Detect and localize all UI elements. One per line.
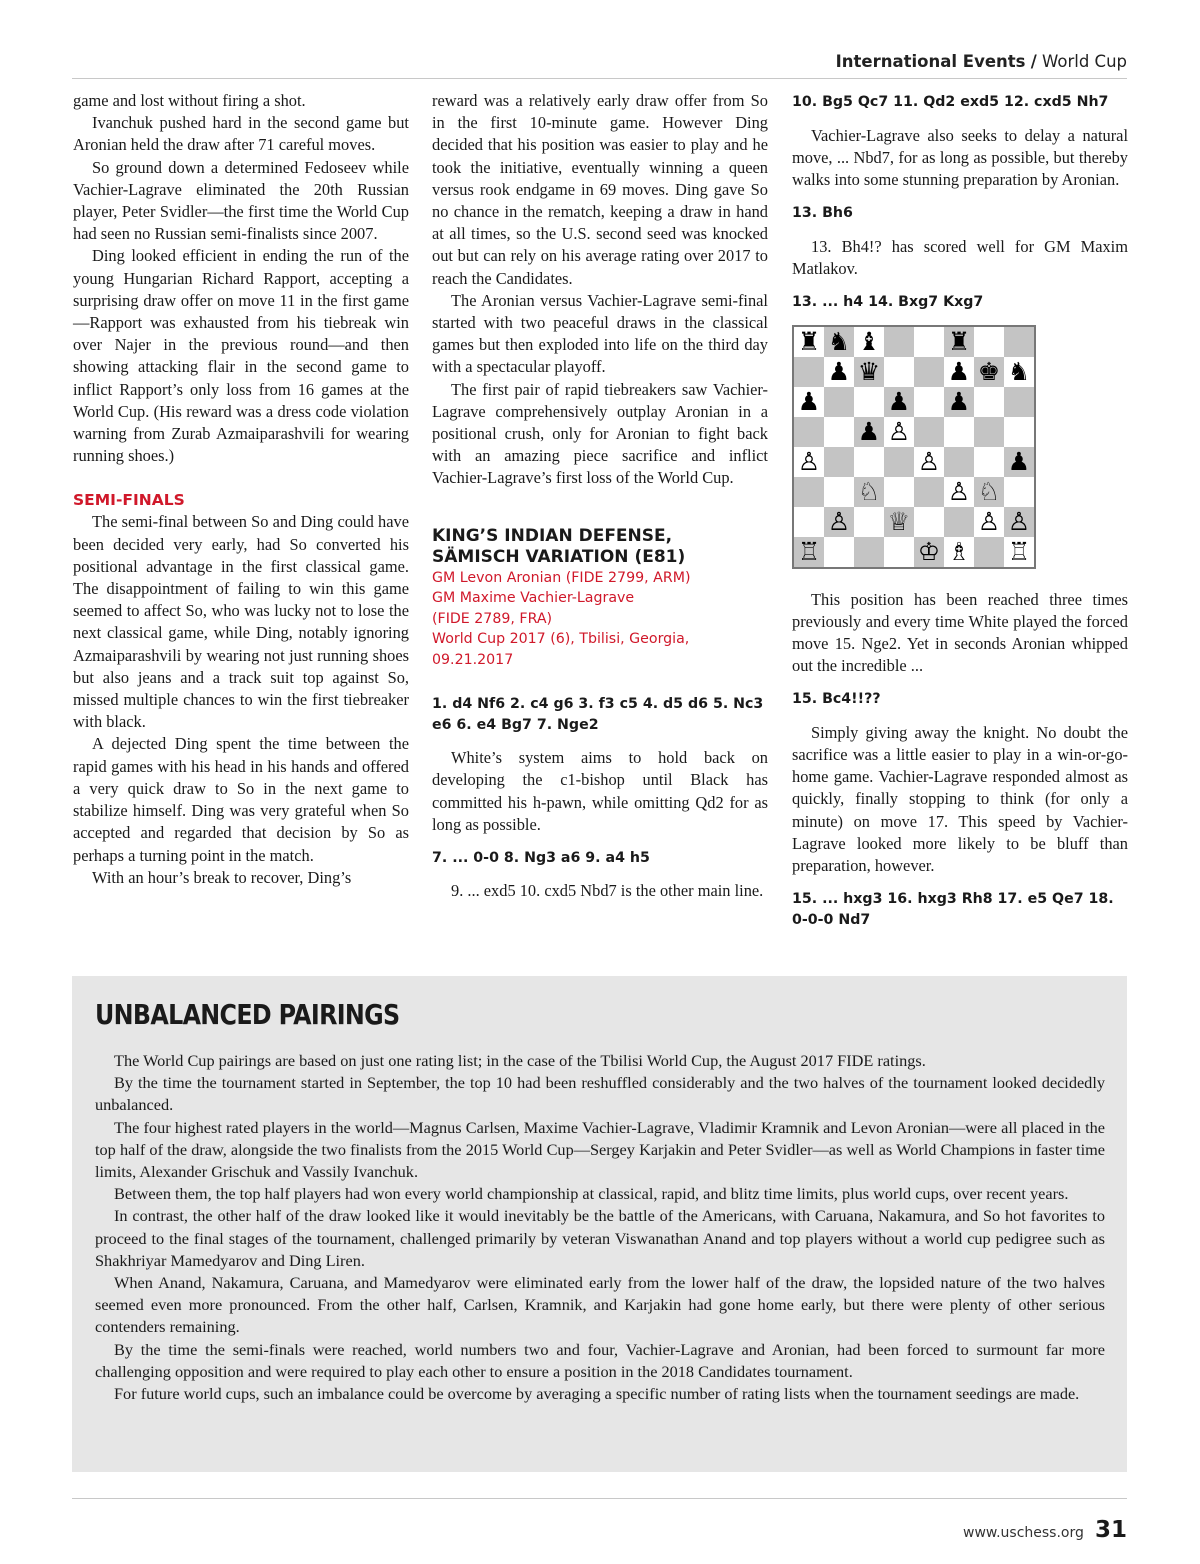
board-square-e6 (914, 387, 944, 417)
board-square-h8 (1004, 327, 1034, 357)
board-square-f2 (944, 507, 974, 537)
board-square-h6 (1004, 387, 1034, 417)
sidebar-title: UNBALANCED PAIRINGS (95, 998, 400, 1031)
chess-piece-icon: ♝ (857, 327, 881, 357)
game-title (432, 526, 768, 568)
paragraph: reward was a relatively early draw offer from So in the first 10-minute game. However Ding decided that his position was easier to play and he took the initiative, eventually winning a queen versus rook endgame in 69 moves. Ding gave So no chance in the rematch, keeping a draw in hand at all times, so the U.S. second seed was knocked out but can rely on his average rating over 2017 to reach the Candidates. (432, 91, 768, 288)
paragraph: game and lost without firing a shot. (73, 91, 306, 110)
chess-piece-icon: ♟ (857, 417, 881, 447)
board-square-h5 (1004, 417, 1034, 447)
board-square-c1 (854, 537, 884, 567)
board-square-h4 (1004, 447, 1034, 477)
paragraph: This position has been reached three times previously and every time White played the forced move 15. Nge2. Yet in seconds Aronian whipped out the incredible ... (792, 589, 1128, 676)
board-square-a6 (794, 387, 824, 417)
chess-piece-icon: ♟ (1007, 447, 1031, 477)
game-moves: 15. ... hxg3 16. hxg3 Rh8 17. e5 Qe7 18. 0-0-0 Nd7 (792, 891, 1114, 928)
board-square-f5 (944, 417, 974, 447)
chess-piece-icon: ♗ (947, 537, 971, 567)
board-square-f7 (944, 357, 974, 387)
board-square-d7 (884, 357, 914, 387)
chess-piece-icon: ♟ (887, 387, 911, 417)
board-square-f8 (944, 327, 974, 357)
board-square-c5 (854, 417, 884, 447)
chess-piece-icon: ♘ (857, 477, 881, 507)
board-square-c4 (854, 447, 884, 477)
chess-piece-icon: ♖ (1007, 537, 1031, 567)
game-info (432, 568, 768, 671)
semi-finals-heading: SEMI-FINALS (73, 491, 185, 510)
board-square-g2 (974, 507, 1004, 537)
game-title-line: KING’S INDIAN DEFENSE, (432, 525, 673, 546)
chess-piece-icon: ♕ (887, 507, 911, 537)
board-square-g1 (974, 537, 1004, 567)
board-square-b4 (824, 447, 854, 477)
board-square-c6 (854, 387, 884, 417)
black-player: GM Maxime Vachier-Lagrave (432, 590, 635, 607)
chess-piece-icon: ♙ (827, 507, 851, 537)
sidebar-paragraph: By the time the tournament started in September, the top 10 had been reshuffled considerably and the two halves of the tournament looked decidedly unbalanced. (95, 1073, 1105, 1115)
paragraph: 9. ... exd5 10. cxd5 Nbd7 is the other main line. (451, 881, 764, 901)
board-square-g7 (974, 357, 1004, 387)
sidebar-paragraph: By the time the semi-finals were reached, world numbers two and four, Vachier-Lagrave and Aronian, had been forced to surmount far more challenging opposition and were required to play each other to ensure a position in the 2018 Candidates tournament. (95, 1339, 1105, 1381)
page-number: 31 (1094, 1517, 1127, 1543)
board-square-c2 (854, 507, 884, 537)
unbalanced-pairings-sidebar (72, 976, 1127, 1472)
board-square-g6 (974, 387, 1004, 417)
running-head (72, 52, 1127, 71)
game-moves: 15. Bc4!!?? (792, 691, 881, 708)
black-player-rating: (FIDE 2789, FRA) (432, 610, 553, 627)
chess-piece-icon: ♜ (797, 327, 821, 357)
board-square-b7 (824, 357, 854, 387)
board-square-e8 (914, 327, 944, 357)
board-square-a8 (794, 327, 824, 357)
subsection-name: World Cup (1042, 52, 1127, 71)
game-title-line: SÄMISCH VARIATION (E81) (432, 546, 686, 567)
board-square-d8 (884, 327, 914, 357)
footer-rule (72, 1498, 1127, 1499)
section-separator: / (1030, 52, 1037, 71)
chess-piece-icon: ♔ (917, 537, 941, 567)
board-square-a3 (794, 477, 824, 507)
chess-piece-icon: ♚ (977, 357, 1001, 387)
board-square-d3 (884, 477, 914, 507)
board-square-e4 (914, 447, 944, 477)
game-moves: 13. ... h4 14. Bxg7 Kxg7 (792, 294, 984, 311)
paragraph: A dejected Ding spent the time between the rapid games with his head in his hands and offered a very quick draw to So in the next game to stabilize himself. Ding was very grateful when So accepted and regarded that decision by So as perhaps a turning point in the match. (73, 734, 409, 865)
board-square-b1 (824, 537, 854, 567)
board-square-a5 (794, 417, 824, 447)
board-square-a1 (794, 537, 824, 567)
board-square-h7 (1004, 357, 1034, 387)
chess-board-diagram (792, 325, 1036, 569)
sidebar-paragraph: When Anand, Nakamura, Caruana, and Mamedyarov were eliminated early from the lower half of the draw, the lopsided nature of the two halves seemed even more pronounced. From the other half, Carlsen, Kramnik, and Karjakin had gone home early, but there were plenty of other serious contenders remaining. (95, 1273, 1105, 1337)
board-square-e2 (914, 507, 944, 537)
board-square-f4 (944, 447, 974, 477)
board-square-c8 (854, 327, 884, 357)
sidebar-paragraph: In contrast, the other half of the draw looked like it would inevitably be the battle of the Americans, with Caruana, Nakamura, and So hot favorites to proceed to the final stages of the tournament, challenged primarily by veteran Viswanathan Anand and top players without a world cup pedigree such as Shakhriyar Mamedyarov and Ding Liren. (95, 1206, 1105, 1270)
column-3 (792, 90, 1128, 942)
chess-piece-icon: ♟ (827, 357, 851, 387)
board-square-d4 (884, 447, 914, 477)
game-moves: 1. d4 Nf6 2. c4 g6 3. f3 c5 4. d5 d6 5. Nc3 e6 6. e4 Bg7 7. Nge2 (432, 696, 764, 733)
paragraph: Vachier-Lagrave also seeks to delay a natural move, ... Nbd7, for as long as possible, but thereby walks into some stunning preparation by Aronian. (792, 125, 1128, 189)
board-square-d5 (884, 417, 914, 447)
column-2 (432, 90, 768, 903)
paragraph: Ivanchuk pushed hard in the second game but Aronian held the draw after 71 careful moves. (73, 113, 409, 155)
board-square-g8 (974, 327, 1004, 357)
chess-piece-icon: ♙ (917, 447, 941, 477)
paragraph: White’s system aims to hold back on developing the c1-bishop until Black has committed his h-pawn, while omitting Qd2 for as long as possible. (432, 748, 768, 834)
paragraph: 13. Bh4!? has scored well for GM Maxim Matlakov. (792, 236, 1128, 278)
white-player: GM Levon Aronian (FIDE 2799, ARM) (432, 569, 691, 586)
board-square-d6 (884, 387, 914, 417)
board-square-f1 (944, 537, 974, 567)
board-square-h2 (1004, 507, 1034, 537)
paragraph: With an hour’s break to recover, Ding’s (92, 867, 352, 887)
board-square-b8 (824, 327, 854, 357)
board-square-f3 (944, 477, 974, 507)
board-square-e1 (914, 537, 944, 567)
chess-piece-icon: ♞ (827, 327, 851, 357)
chess-piece-icon: ♟ (797, 387, 821, 417)
chess-piece-icon: ♖ (797, 537, 821, 567)
chess-piece-icon: ♙ (797, 447, 821, 477)
paragraph: The Aronian versus Vachier-Lagrave semi-final started with two peaceful draws in the classical games but then exploded into life on the third day with a spectacular playoff. (432, 290, 768, 377)
chess-piece-icon: ♟ (947, 387, 971, 417)
chess-piece-icon: ♙ (887, 417, 911, 447)
chess-piece-icon: ♜ (947, 327, 971, 357)
board-square-b5 (824, 417, 854, 447)
board-square-a4 (794, 447, 824, 477)
header-rule (72, 78, 1127, 79)
board-square-f6 (944, 387, 974, 417)
board-square-h1 (1004, 537, 1034, 567)
chess-piece-icon: ♞ (1007, 357, 1031, 387)
board-square-g4 (974, 447, 1004, 477)
game-moves: 13. Bh6 (792, 205, 853, 222)
paragraph: The first pair of rapid tiebreakers saw Vachier-Lagrave comprehensively outplay Aronian in a positional crush, only for Aronian to fight back with an amazing piece sacrifice and inflict Vachier-Lagrave’s first loss of the World Cup. (432, 379, 768, 488)
chess-piece-icon: ♛ (857, 357, 881, 387)
sidebar-paragraph: For future world cups, such an imbalance could be overcome by averaging a specific number of rating lists when the tournament seedings are made. (114, 1384, 1080, 1404)
board-square-d1 (884, 537, 914, 567)
board-square-e5 (914, 417, 944, 447)
board-square-b3 (824, 477, 854, 507)
board-square-c3 (854, 477, 884, 507)
board-square-g5 (974, 417, 1004, 447)
paragraph: Simply giving away the knight. No doubt the sacrifice was a little easier to play in a win-or-go-home game. Vachier-Lagrave responded almost as quickly, finally stopping to think (for only a minute) on move 17. This speed by Vachier-Lagrave looked more likely to be bluff than preparation, however. (792, 722, 1128, 876)
section-name: International Events (835, 52, 1026, 71)
game-date: 09.21.2017 (432, 651, 514, 668)
sidebar-paragraph: The World Cup pairings are based on just one rating list; in the case of the Tbilisi World Cup, the August 2017 FIDE ratings. (114, 1051, 926, 1070)
board-square-e7 (914, 357, 944, 387)
game-moves: 7. ... 0-0 8. Ng3 a6 9. a4 h5 (432, 849, 650, 866)
chess-piece-icon: ♙ (977, 507, 1001, 537)
board-square-d2 (884, 507, 914, 537)
paragraph: Ding looked efficient in ending the run of the young Hungarian Richard Rapport, accepting a surprising draw offer on move 11 in the first game—Rapport was exhausted from his tiebreak win over Najer in the previous round—and then showing attacking flair in the second game to inflict Rapport’s only loss from 16 games at the World Cup. (His reward was a dress code violation warning from Zurab Azmaiparashvili for wearing running shoes.) (73, 246, 409, 466)
game-event: World Cup 2017 (6), Tbilisi, Georgia, (432, 631, 690, 648)
board-square-h3 (1004, 477, 1034, 507)
board-square-a7 (794, 357, 824, 387)
sidebar-paragraph: Between them, the top half players had won every world championship at classical, rapid, and blitz time limits, plus world cups, over recent years. (114, 1184, 1069, 1204)
chess-piece-icon: ♘ (977, 477, 1001, 507)
board-square-b2 (824, 507, 854, 537)
board-square-b6 (824, 387, 854, 417)
game-moves: 10. Bg5 Qc7 11. Qd2 exd5 12. cxd5 Nh7 (792, 94, 1109, 110)
board-square-g3 (974, 477, 1004, 507)
chess-piece-icon: ♟ (947, 357, 971, 387)
paragraph: So ground down a determined Fedoseev while Vachier-Lagrave eliminated the 20th Russian player, Peter Svidler—the first time the World Cup had seen no Russian semi-finalists since 2007. (73, 157, 409, 244)
board-square-a2 (794, 507, 824, 537)
chess-piece-icon: ♙ (947, 477, 971, 507)
board-square-c7 (854, 357, 884, 387)
paragraph: The semi-final between So and Ding could have been decided very early, had So converted his positional advantage in the first classical game. The disappointment of failing to win this game seemed to affect So, who was lucky not to lose the next classical game, while Ding, notably ignoring Azmaiparashvili by wearing not just running shoes but also jeans and a track suit top against So, missed multiple chances to win the first tiebreaker with black. (73, 512, 409, 732)
page-footer (963, 1517, 1127, 1543)
website-url[interactable]: www.uschess.org (963, 1525, 1084, 1541)
sidebar-paragraph: The four highest rated players in the world—Magnus Carlsen, Maxime Vachier-Lagrave, Vladimir Kramnik and Levon Aronian—were all placed in the top half of the draw, alongside the two finalists from the 2015 World Cup—Sergey Karjakin and Peter Svidler—as well as World Champions in faster time limits, Alexander Grischuk and Vassily Ivanchuk. (95, 1117, 1105, 1182)
column-1 (73, 90, 409, 889)
board-square-e3 (914, 477, 944, 507)
chess-piece-icon: ♙ (1007, 507, 1031, 537)
